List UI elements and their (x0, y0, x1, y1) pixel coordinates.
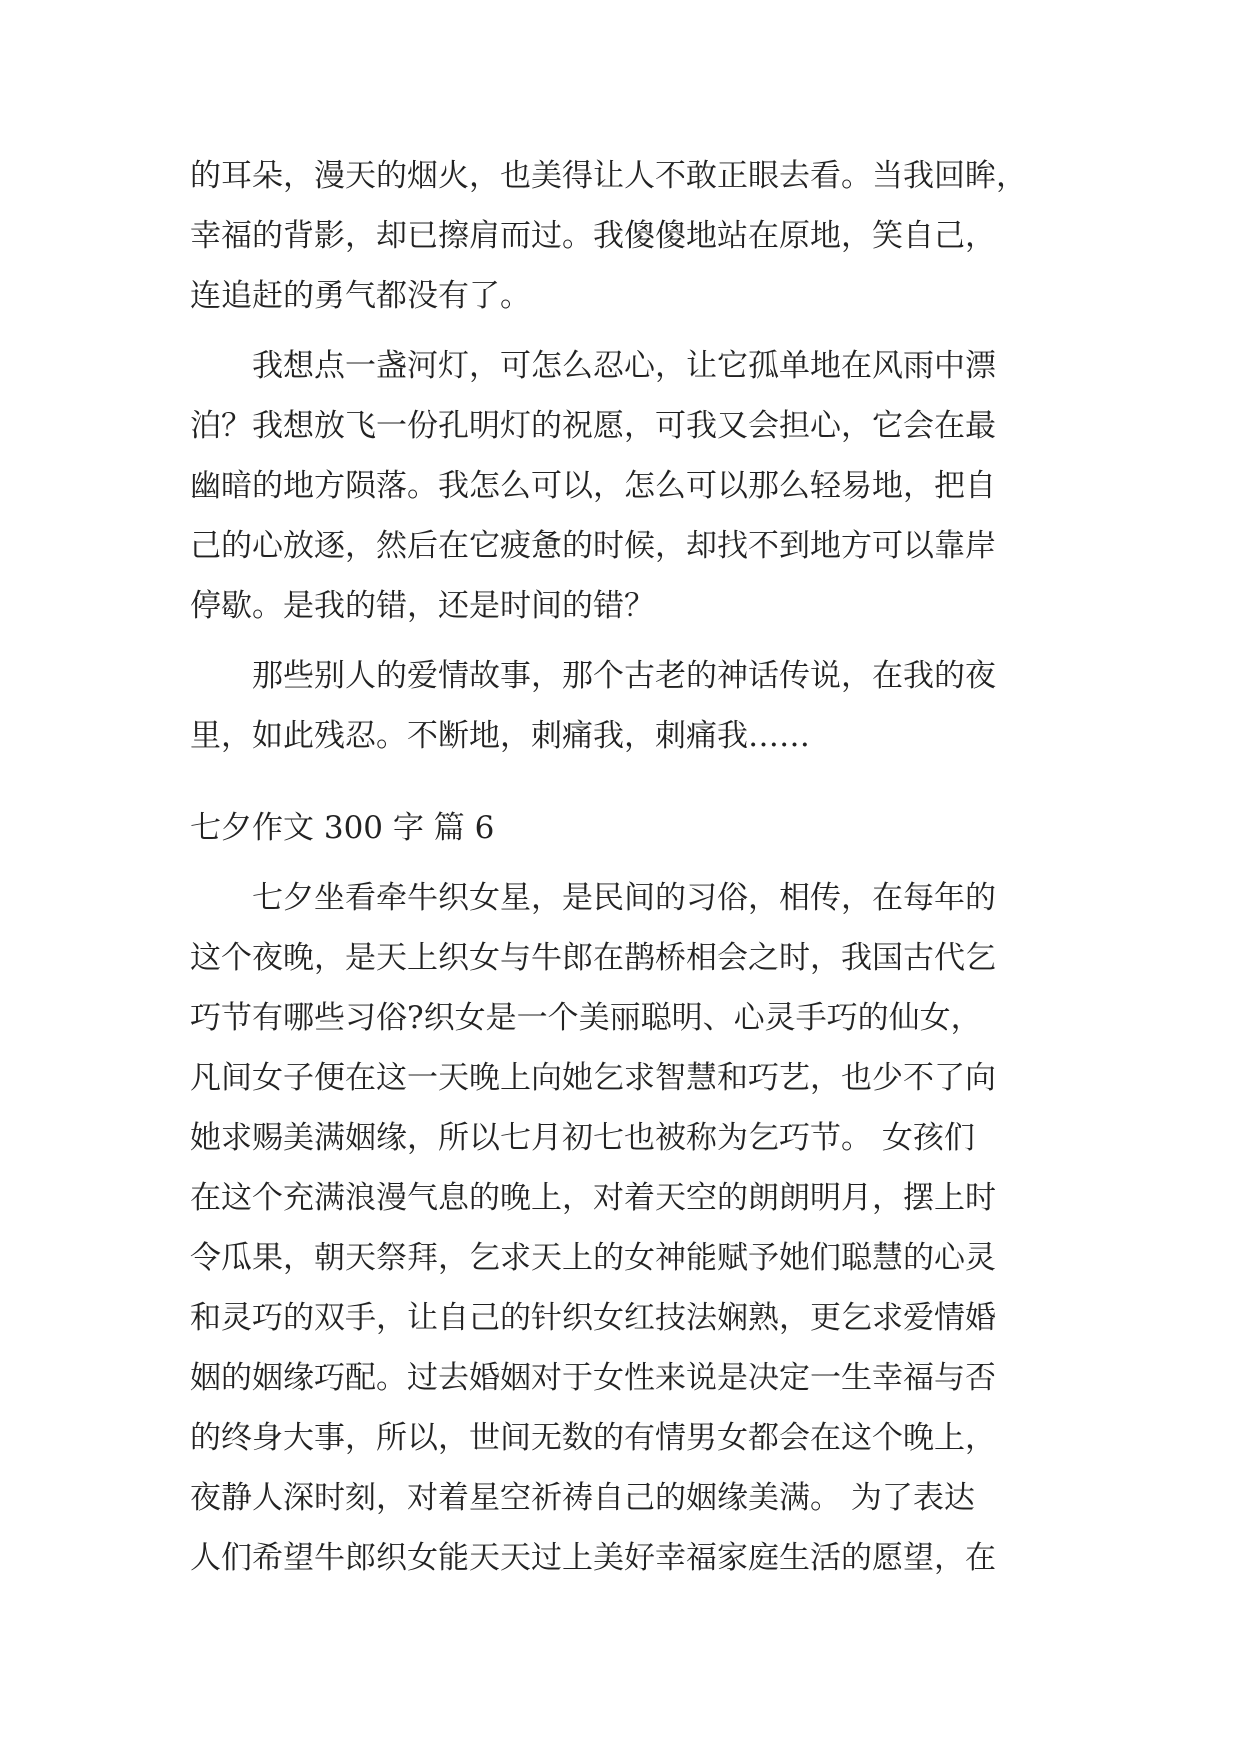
text-line: 幽暗的地方陨落。我怎么可以，怎么可以那么轻易地，把自 (190, 468, 996, 504)
section-heading: 七夕作文 300 字 篇 6 (190, 810, 495, 846)
text-line: 姻的姻缘巧配。过去婚姻对于女性来说是决定一生幸福与否 (190, 1360, 996, 1396)
text-line: 里，如此残忍。不断地，刺痛我，刺痛我…… (190, 718, 810, 754)
text-line: 七夕坐看牵牛织女星，是民间的习俗，相传，在每年的 (190, 880, 996, 916)
text-line: 我想点一盏河灯，可怎么忍心，让它孤单地在风雨中漂 (190, 348, 996, 384)
text-line: 在这个充满浪漫气息的晚上，对着天空的朗朗明月，摆上时 (190, 1180, 996, 1216)
text-line: 人们希望牛郎织女能天天过上美好幸福家庭生活的愿望，在 (190, 1540, 996, 1576)
text-line: 她求赐美满姻缘，所以七月初七也被称为乞巧节。 女孩们 (190, 1120, 975, 1156)
text-line: 那些别人的爱情故事，那个古老的神话传说，在我的夜 (190, 658, 996, 694)
text-line: 这个夜晚，是天上织女与牛郎在鹊桥相会之时，我国古代乞 (190, 940, 996, 976)
text-line: 停歇。是我的错，还是时间的错？ (190, 588, 655, 624)
text-line: 巧节有哪些习俗?织女是一个美丽聪明、心灵手巧的仙女， (190, 1000, 982, 1036)
text-line: 夜静人深时刻，对着星空祈祷自己的姻缘美满。 为了表达 (190, 1480, 975, 1516)
text-line: 的耳朵，漫天的烟火，也美得让人不敢正眼去看。当我回眸， (190, 158, 1027, 194)
text-line: 连追赶的勇气都没有了。 (190, 278, 531, 314)
text-line: 泊？我想放飞一份孔明灯的祝愿，可我又会担心，它会在最 (190, 408, 996, 444)
text-line: 和灵巧的双手，让自己的针织女红技法娴熟，更乞求爱情婚 (190, 1300, 996, 1336)
text-line: 己的心放逐，然后在它疲惫的时候，却找不到地方可以靠岸 (190, 528, 996, 564)
text-line: 令瓜果，朝天祭拜，乞求天上的女神能赋予她们聪慧的心灵 (190, 1240, 996, 1276)
text-line: 凡间女子便在这一天晚上向她乞求智慧和巧艺，也少不了向 (190, 1060, 996, 1096)
text-line: 幸福的背影，却已擦肩而过。我傻傻地站在原地，笑自己， (190, 218, 996, 254)
text-line: 的终身大事，所以，世间无数的有情男女都会在这个晚上， (190, 1420, 996, 1456)
